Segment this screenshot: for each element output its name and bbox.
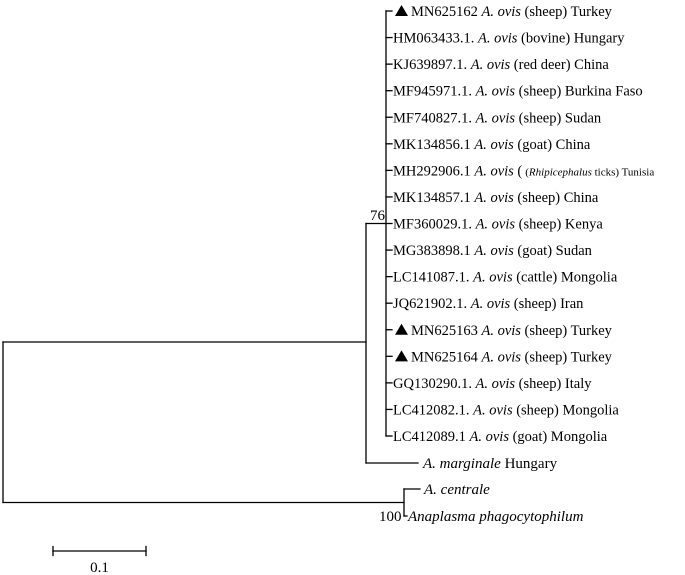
accession: MF945971.1.: [393, 83, 472, 100]
leaf-label: [411, 4, 613, 20]
accession: LC412089.1: [393, 429, 466, 445]
species-name: A. ovis: [473, 269, 513, 286]
leaf: [386, 137, 591, 153]
leaf-label: [393, 31, 625, 47]
host-location: (goat) China: [517, 136, 591, 153]
accession: MK134856.1: [393, 136, 471, 153]
leaf-label: [393, 84, 643, 100]
accession: MK134857.1: [393, 189, 471, 206]
leaf-label: [393, 190, 599, 206]
leaf-label: [411, 323, 613, 339]
leaf-label-marginale: [422, 456, 558, 472]
species-name: A. ovis: [474, 189, 514, 206]
species-name: A. ovis: [473, 402, 513, 419]
host-location: (goat) Mongolia: [512, 429, 608, 445]
leaf-label-centrale: A. centrale: [424, 482, 490, 498]
leaf: [386, 84, 643, 100]
host-location: (sheep) Iran: [513, 296, 584, 313]
leaf: [386, 296, 584, 312]
leaf-label: [393, 270, 618, 286]
scale-bar: [53, 547, 146, 575]
accession: LC141087.1.: [393, 269, 470, 286]
species-name: A. ovis: [474, 163, 514, 180]
species-name: A. ovis: [477, 30, 518, 47]
leaf: [386, 402, 619, 418]
host-location: (sheep) Turkey: [524, 322, 612, 339]
host-location: (cattle) Mongolia: [516, 269, 618, 286]
host-location: (sheep) Turkey: [524, 349, 612, 366]
host-location: (goat) Sudan: [517, 243, 592, 260]
species-name: A. ovis: [474, 136, 514, 153]
leaf-label-phagocytophilum: Anaplasma phagocytophilum: [408, 509, 584, 525]
accession: MF740827.1.: [393, 110, 472, 127]
leaf-label: [393, 137, 591, 153]
species-name: A. ovis: [474, 243, 514, 260]
species-name: A. ovis: [470, 57, 511, 74]
accession: MH292906.1: [393, 163, 471, 180]
accession: GQ130290.1.: [393, 375, 472, 392]
leaf: [386, 4, 613, 20]
species-name: A. ovis: [481, 322, 521, 339]
leaf-label: [411, 349, 613, 365]
location: Hungary: [504, 456, 558, 472]
leaf: [386, 349, 613, 365]
leaf: [386, 217, 603, 233]
leaf-label: [393, 110, 602, 126]
species-name: A. ovis: [481, 349, 521, 366]
accession: MG383898.1: [393, 243, 471, 260]
bootstrap-outgroup: 100: [379, 509, 402, 525]
leaf: [386, 243, 593, 259]
triangle-marker-icon: [395, 324, 408, 335]
accession: KJ639897.1.: [393, 57, 468, 74]
leaf: [386, 270, 618, 286]
species-name: A. ovis: [470, 296, 511, 313]
accession: MN625163: [411, 322, 478, 339]
host-note: ticks) Tunisia: [591, 166, 655, 179]
host-location: (sheep) Sudan: [518, 110, 602, 127]
host-location: (red deer) China: [513, 57, 609, 74]
leaf-label: [393, 376, 592, 392]
accession: MN625162: [411, 4, 478, 20]
leaf: [386, 163, 654, 179]
accession: MF360029.1.: [393, 216, 472, 233]
species-name: A. ovis: [475, 110, 516, 127]
species-name: A. ovis: [475, 216, 516, 233]
leaf-label: [393, 243, 593, 259]
leaf-label: [393, 217, 603, 233]
species-name: A. ovis: [475, 375, 516, 392]
species-name: A. ovis: [481, 4, 521, 20]
species-name: A. ovis: [475, 83, 516, 100]
accession: MN625164: [411, 349, 478, 366]
leaf-label: [393, 57, 609, 73]
host-location: (bovine) Hungary: [521, 30, 625, 47]
leaf-label: [393, 296, 584, 312]
leaf: [386, 429, 608, 445]
host-location: (sheep) Italy: [518, 375, 592, 392]
leaf: [386, 57, 609, 73]
leaf: [386, 376, 592, 392]
triangle-marker-icon: [395, 350, 408, 361]
bootstrap-ovis-clade: 76: [370, 208, 385, 224]
leaf-label: [393, 402, 619, 418]
species-name: A. ovis: [469, 429, 509, 445]
internal-branches: [3, 11, 420, 516]
host-note: (: [525, 166, 529, 179]
leaf: [386, 31, 625, 47]
leaf: [386, 190, 599, 206]
leaf-label: [393, 163, 654, 179]
host-location: (sheep) Mongolia: [516, 402, 619, 419]
ovis-clade-leaves: [386, 4, 654, 445]
scale-bar-label: 0.1: [90, 560, 109, 575]
host-location: (sheep) Turkey: [524, 4, 612, 20]
host-location: (sheep) China: [517, 189, 599, 206]
leaf: [386, 110, 602, 126]
host-location: (: [517, 163, 523, 180]
accession: LC412082.1.: [393, 402, 470, 419]
host-note: Rhipicephalus: [528, 166, 592, 179]
accession: JQ621902.1.: [393, 296, 468, 313]
triangle-marker-icon: [395, 5, 408, 16]
host-location: (sheep) Burkina Faso: [518, 83, 643, 100]
accession: HM063433.1.: [393, 30, 475, 47]
species-name: A. marginale: [423, 456, 501, 472]
host-location: (sheep) Kenya: [518, 216, 603, 233]
leaf: [386, 323, 613, 339]
leaf-label: [393, 429, 608, 445]
